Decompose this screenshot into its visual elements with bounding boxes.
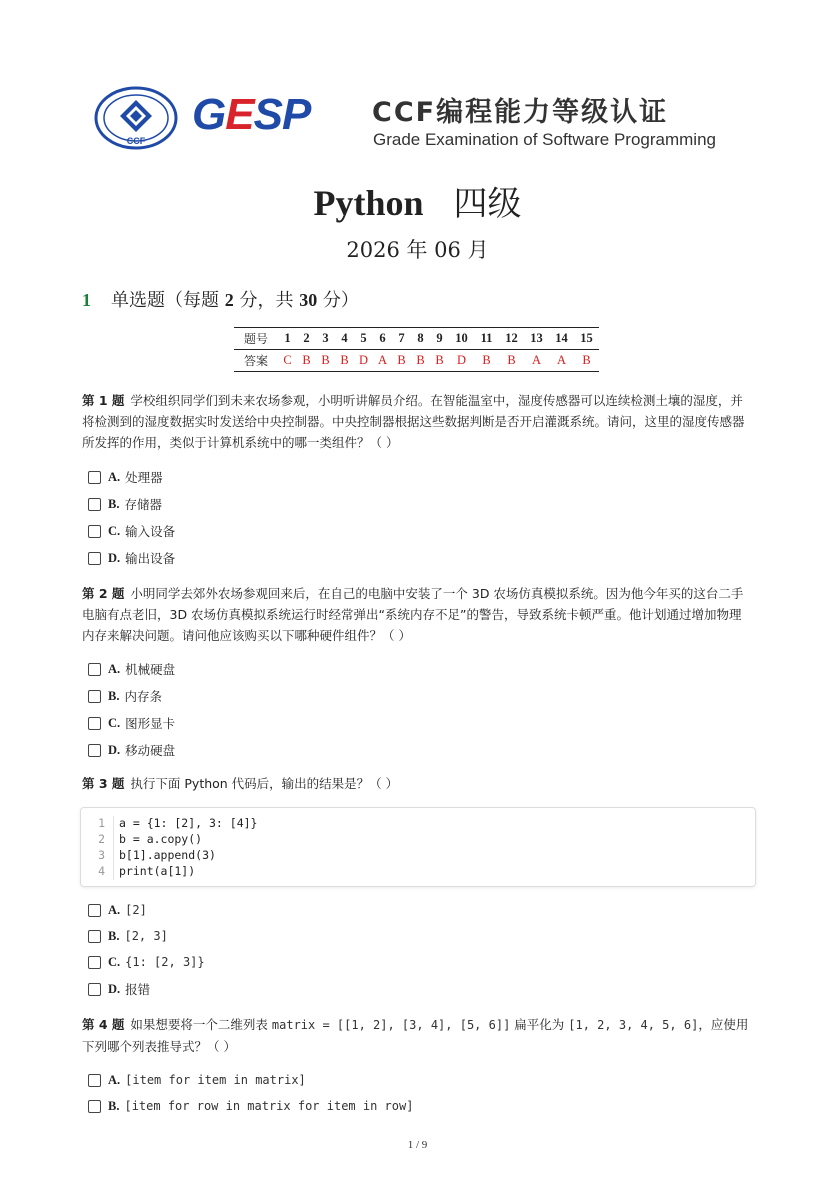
checkbox[interactable] — [88, 904, 101, 917]
code-text: b[1].append(3) — [119, 848, 216, 862]
checkbox[interactable] — [88, 663, 101, 676]
option-letter: B. — [108, 928, 120, 943]
answer-table-answer: B — [297, 350, 316, 372]
answer-table-answer: C — [278, 350, 297, 372]
option-text: 内存条 — [124, 689, 162, 704]
option-1-b[interactable] — [88, 495, 162, 513]
answer-table-answer: A — [549, 350, 574, 372]
option-letter: B. — [108, 496, 120, 511]
inline-code: matrix = [[1, 2], [3, 4], [5, 6]] — [271, 1018, 511, 1032]
answer-table-numbers-row — [234, 328, 599, 350]
answer-table — [234, 327, 599, 372]
question-2 — [82, 583, 750, 646]
option-letter: B. — [108, 1098, 120, 1113]
option-letter: B. — [108, 688, 120, 703]
option-2-c[interactable] — [88, 714, 175, 732]
answer-table-answer: B — [474, 350, 499, 372]
option-text: {1: [2, 3]} — [125, 955, 205, 969]
question-text: 执行下面 Python 代码后，输出的结果是？（ ） — [130, 776, 399, 791]
answer-table-number: 7 — [392, 328, 411, 350]
question-text: ，应使用下列哪个列表推导式？（ ） — [82, 1017, 749, 1054]
option-text: [2, 3] — [124, 929, 168, 943]
option-1-d[interactable] — [88, 549, 175, 567]
option-text: [item for row in matrix for item in row] — [124, 1099, 414, 1113]
checkbox[interactable] — [88, 690, 101, 703]
answer-table-number: 1 — [278, 328, 297, 350]
answer-table-number: 8 — [411, 328, 430, 350]
line-number: 4 — [98, 864, 105, 878]
answer-table-number: 15 — [574, 328, 599, 350]
option-4-b[interactable] — [88, 1097, 413, 1115]
answer-table-answer-label: 答案 — [234, 350, 278, 372]
checkbox[interactable] — [88, 744, 101, 757]
answer-table-number: 3 — [316, 328, 335, 350]
question-4 — [82, 1014, 750, 1057]
question-text: 如果想要将一个二维列表 — [130, 1017, 272, 1032]
exam-header — [94, 86, 744, 156]
option-text: 输入设备 — [125, 524, 176, 539]
answer-table-number: 13 — [524, 328, 549, 350]
checkbox[interactable] — [88, 525, 101, 538]
checkbox[interactable] — [88, 1100, 101, 1113]
line-number: 2 — [98, 832, 105, 846]
answer-table-answer: B — [430, 350, 449, 372]
checkbox[interactable] — [88, 498, 101, 511]
checkbox[interactable] — [88, 983, 101, 996]
inline-code: [1, 2, 3, 4, 5, 6] — [568, 1018, 699, 1032]
section-heading — [82, 286, 359, 312]
answer-table-number: 6 — [373, 328, 392, 350]
option-letter: D. — [108, 981, 121, 996]
answer-table-number: 12 — [499, 328, 524, 350]
option-3-d[interactable] — [88, 980, 150, 998]
line-number: 3 — [98, 848, 105, 862]
answer-table-number: 2 — [297, 328, 316, 350]
section-text: 分，共 — [233, 290, 300, 311]
code-gutter — [113, 816, 114, 880]
option-letter: D. — [108, 742, 121, 757]
code-text: print(a[1]) — [119, 864, 196, 878]
gesp-logo: GESP — [192, 90, 311, 139]
option-letter: A. — [108, 1072, 121, 1087]
code-block — [80, 807, 756, 887]
question-label: 第 2 题 — [82, 586, 125, 601]
answer-table-answer: B — [574, 350, 599, 372]
answer-table-answer: B — [499, 350, 524, 372]
answer-table-number: 9 — [430, 328, 449, 350]
option-1-c[interactable] — [88, 522, 175, 540]
option-text: [item for item in matrix] — [125, 1073, 306, 1087]
exam-title — [0, 176, 835, 225]
section-text: 分） — [317, 290, 359, 311]
option-3-a[interactable] — [88, 901, 147, 919]
option-letter: A. — [108, 469, 121, 484]
answer-table-answer: D — [449, 350, 474, 372]
question-label: 第 1 题 — [82, 393, 125, 408]
answer-table-header-label: 题号 — [234, 328, 278, 350]
answer-table-answer: B — [411, 350, 430, 372]
option-3-c[interactable] — [88, 953, 205, 971]
option-letter: C. — [108, 715, 121, 730]
answer-table-answer: B — [392, 350, 411, 372]
answer-table-number: 10 — [449, 328, 474, 350]
option-letter: D. — [108, 550, 121, 565]
ccf-title: CCF编程能力等级认证 — [372, 97, 669, 128]
option-text: 存储器 — [124, 497, 162, 512]
answer-table-answer: B — [316, 350, 335, 372]
checkbox[interactable] — [88, 930, 101, 943]
checkbox[interactable] — [88, 552, 101, 565]
answer-table-number: 11 — [474, 328, 499, 350]
section-points: 2 — [224, 290, 234, 310]
section-total: 30 — [299, 290, 318, 310]
question-1 — [82, 390, 750, 453]
answer-table-answers-row — [234, 350, 599, 372]
checkbox[interactable] — [88, 1074, 101, 1087]
option-2-d[interactable] — [88, 741, 175, 759]
ccf-subtitle: Grade Examination of Software Programming — [373, 130, 716, 149]
exam-language: Python — [313, 183, 424, 223]
svg-text:CCF: CCF — [126, 136, 146, 146]
option-text: 报错 — [125, 982, 151, 997]
answer-table-number: 4 — [335, 328, 354, 350]
checkbox[interactable] — [88, 471, 101, 484]
question-label: 第 3 题 — [82, 776, 125, 791]
question-text: 小明同学去郊外农场参观回来后，在自己的电脑中安装了一个 3D 农场仿真模拟系统。因为他今年买的这台二手电脑有点老旧，3D 农场仿真模拟系统运行时经常弹出“系统内存不足”的警告，导致系统卡顿严重。他计划通过增加物理内存来解决问题。请问他应该购买以下哪种硬件组件？（ ） — [82, 586, 744, 643]
option-text: 机械硬盘 — [125, 662, 176, 677]
option-text: 输出设备 — [125, 551, 176, 566]
line-number: 1 — [98, 816, 105, 830]
option-letter: A. — [108, 661, 121, 676]
option-letter: C. — [108, 523, 121, 538]
option-text: 图形显卡 — [125, 716, 176, 731]
option-text: 移动硬盘 — [125, 743, 176, 758]
exam-level: 四级 — [453, 184, 522, 224]
question-text: 扁平化为 — [510, 1017, 569, 1032]
code-text: b = a.copy() — [119, 832, 203, 846]
answer-table-number: 5 — [354, 328, 373, 350]
answer-table-answer: A — [373, 350, 392, 372]
section-number: 1 — [82, 290, 91, 310]
option-3-b[interactable] — [88, 927, 168, 945]
option-letter: C. — [108, 954, 121, 969]
checkbox[interactable] — [88, 956, 101, 969]
page-number: 1 / 9 — [407, 1139, 428, 1151]
checkbox[interactable] — [88, 717, 101, 730]
question-text: 学校组织同学们到未来农场参观，小明听讲解员介绍。在智能温室中，湿度传感器可以连续检测土壤的湿度，并将检测到的湿度数据实时发送给中央控制器。中央控制器根据这些数据判断是否开启灌溉系统。请问，这里的湿度传感器所发挥的作用，类似于计算机系统中的哪一类组件？（ ） — [82, 393, 745, 450]
answer-table-number: 14 — [549, 328, 574, 350]
section-text: 单选题（每题 — [111, 290, 225, 311]
option-4-a[interactable] — [88, 1071, 306, 1089]
code-text: a = {1: [2], 3: [4]} — [119, 816, 258, 830]
answer-table-answer: B — [335, 350, 354, 372]
question-3 — [82, 773, 750, 794]
ccf-seal-logo — [94, 86, 178, 150]
option-text: [2] — [125, 903, 147, 917]
option-2-a[interactable] — [88, 660, 175, 678]
answer-table-answer: D — [354, 350, 373, 372]
option-1-a[interactable] — [88, 468, 163, 486]
answer-table-answer: A — [524, 350, 549, 372]
option-letter: A. — [108, 902, 121, 917]
option-2-b[interactable] — [88, 687, 162, 705]
option-text: 处理器 — [125, 470, 163, 485]
exam-date: 2026 年 06 月 — [346, 238, 489, 262]
question-label: 第 4 题 — [82, 1017, 125, 1032]
